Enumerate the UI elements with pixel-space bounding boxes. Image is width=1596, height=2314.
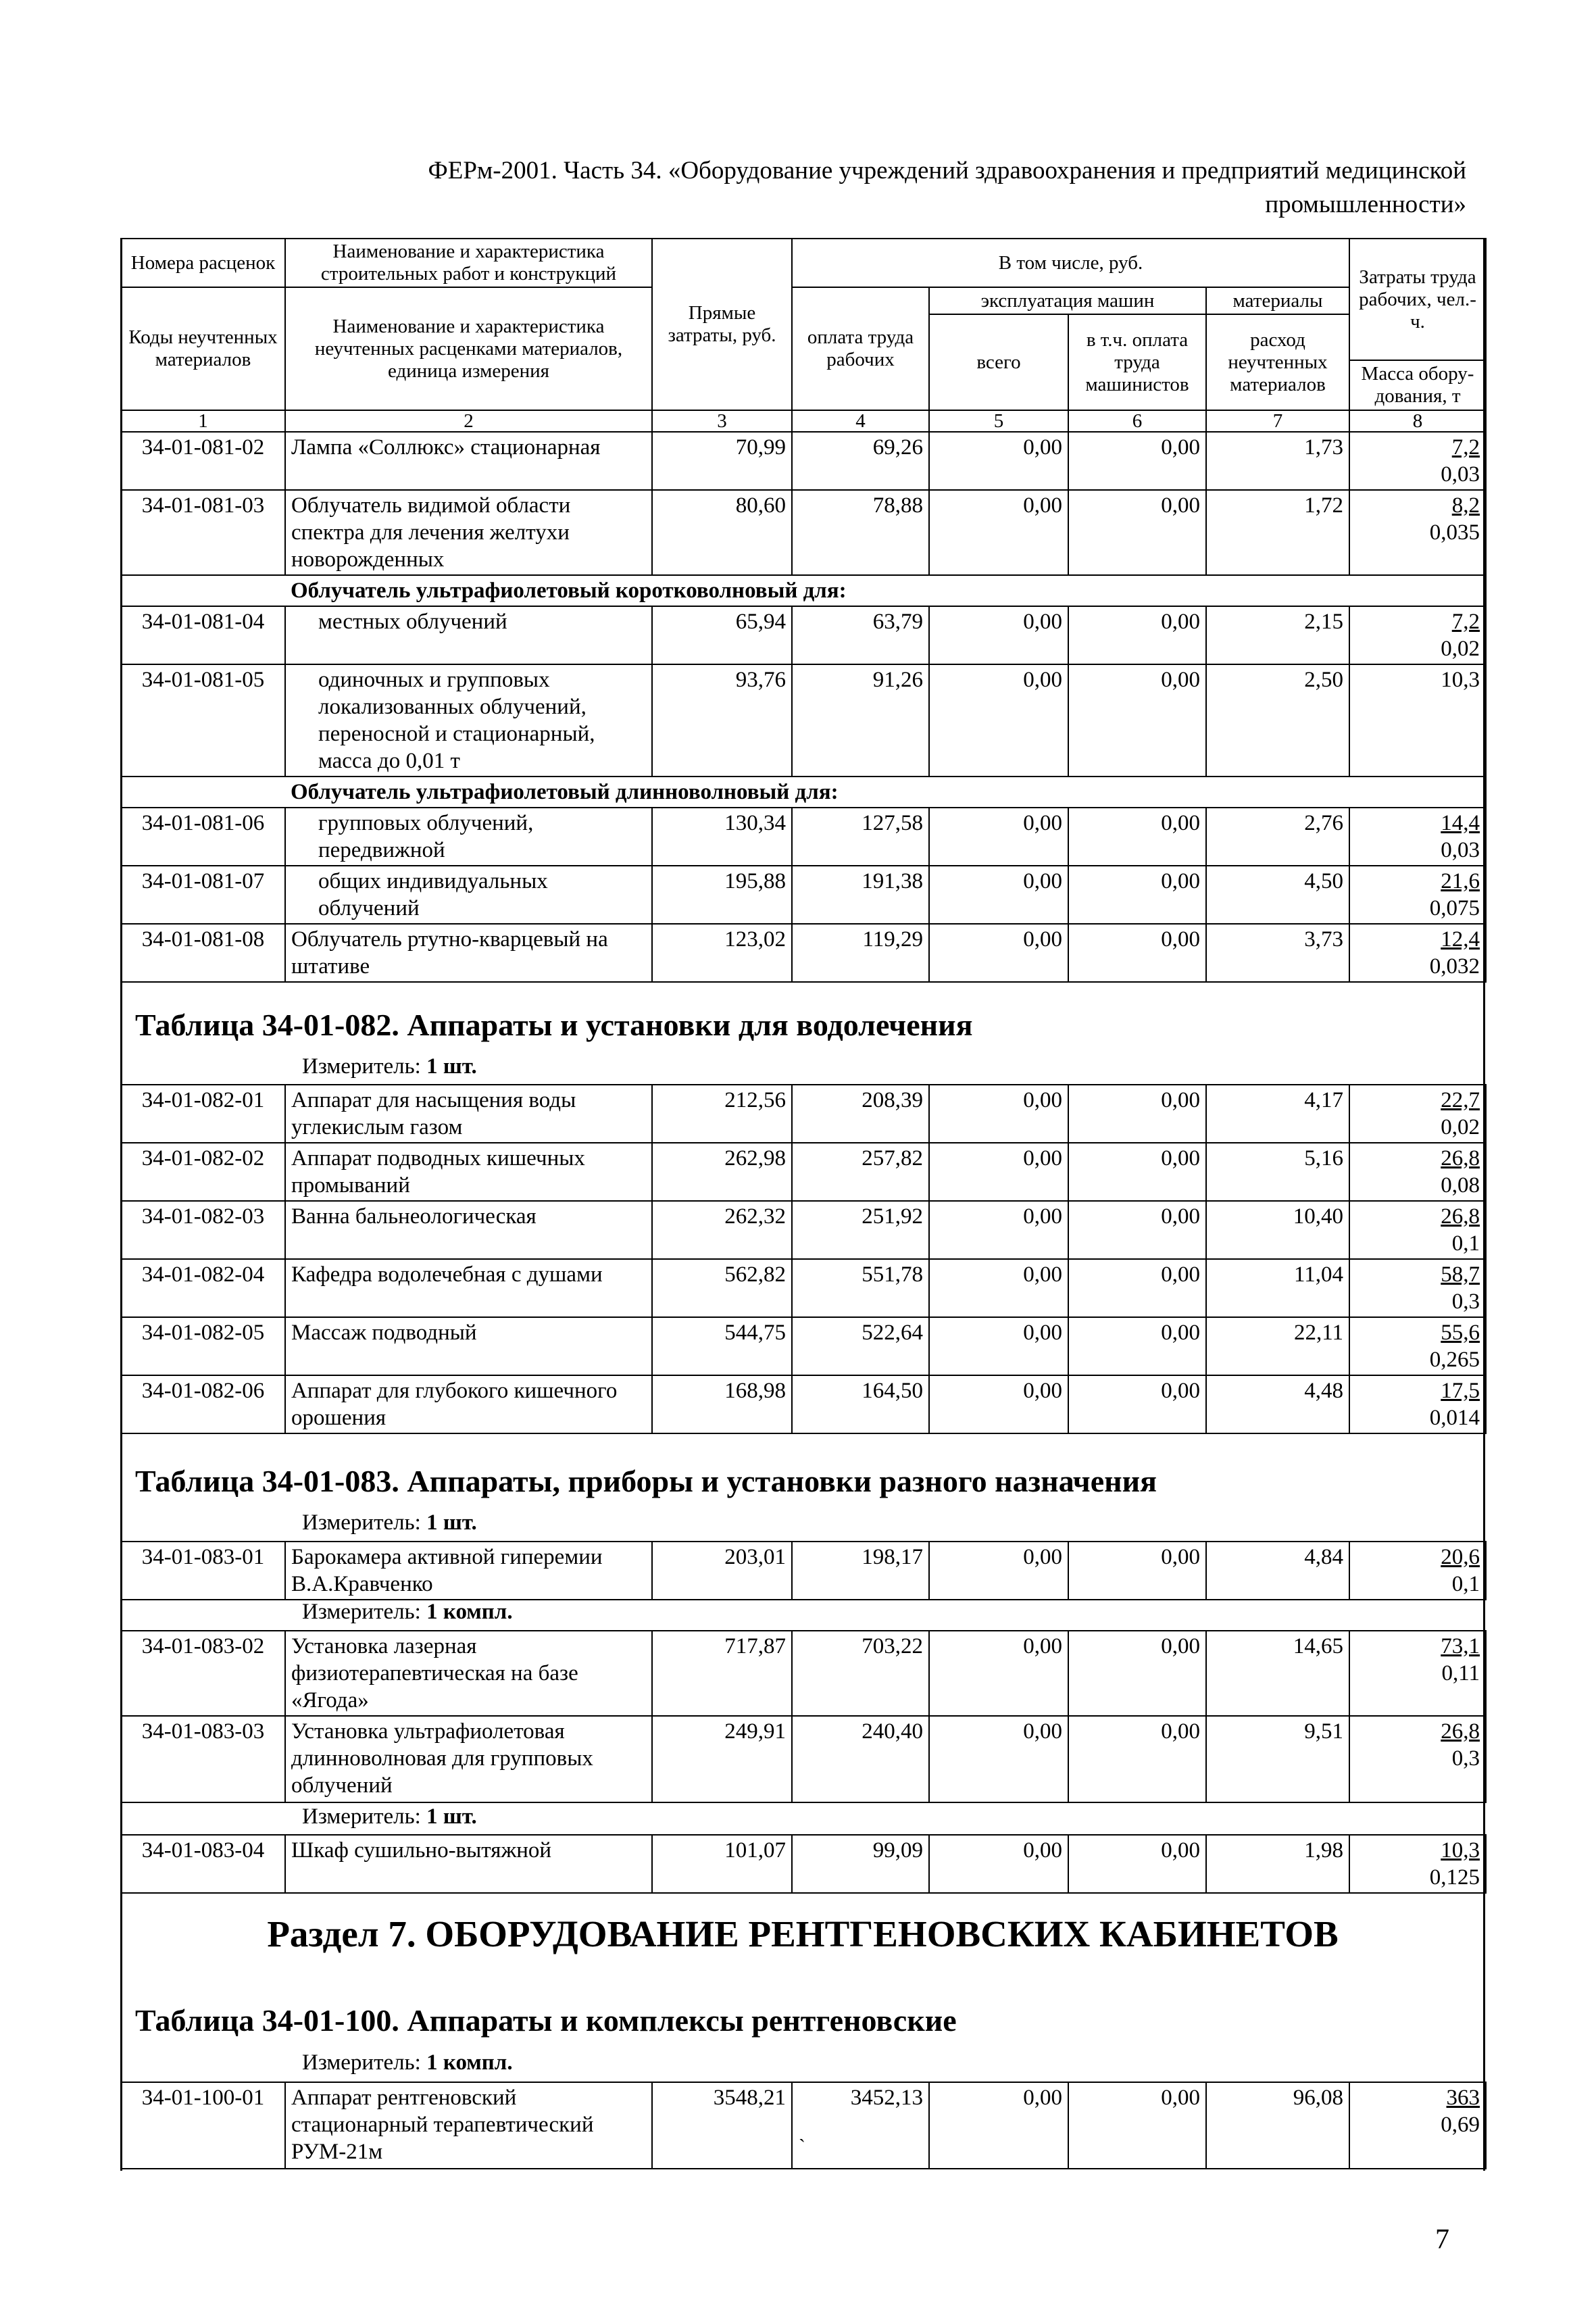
- direct-cost: 101,07: [652, 1835, 792, 1893]
- labor-cost: 208,39: [792, 1085, 929, 1143]
- operator-cost: 0,00: [1068, 432, 1206, 490]
- col3-header: Прямые затраты, руб.: [652, 239, 792, 410]
- machine-cost: 0,00: [929, 2082, 1068, 2169]
- col-number: 3: [652, 410, 792, 432]
- rate-name: одиночных и групповых локализованных облучений, переносной и стационарный, масса до 0,01 т: [318, 668, 595, 773]
- operator-cost: 0,00: [1068, 1085, 1206, 1143]
- material-cost: 1,72: [1206, 490, 1349, 575]
- equipment-mass: 0,11: [1441, 1661, 1480, 1685]
- pricing-table-082: [120, 1084, 1487, 1434]
- equipment-mass: 0,1: [1451, 1231, 1480, 1256]
- operator-cost: 0,00: [1068, 1631, 1206, 1716]
- rate-code: 34-01-082-04: [121, 1259, 285, 1317]
- material-cost: 14,65: [1206, 1631, 1349, 1716]
- pricing-table-083-part2: [120, 1630, 1487, 1803]
- operator-cost: 0,00: [1068, 1143, 1206, 1201]
- hours-mass-cell: [1349, 1317, 1486, 1375]
- operator-cost: 0,00: [1068, 1259, 1206, 1317]
- equipment-mass: 0,265: [1429, 1348, 1480, 1372]
- operator-cost: 0,00: [1068, 866, 1206, 924]
- labor-hours: 363: [1446, 2086, 1480, 2110]
- labor-cost: 63,79: [792, 606, 929, 664]
- rate-code: 34-01-083-02: [121, 1631, 285, 1716]
- machine-cost: 0,00: [929, 1375, 1068, 1433]
- labor-hours: 26,8: [1441, 1146, 1480, 1171]
- col1-header-a: Номера расценок: [121, 239, 285, 287]
- operator-cost: 0,00: [1068, 1835, 1206, 1893]
- labor-cost: 119,29: [792, 924, 929, 982]
- rate-name: Шкаф сушильно-вытяжной: [285, 1835, 652, 1893]
- rate-name: групповых облучений, передвижной: [318, 811, 534, 862]
- table-083-measure-2: [302, 1600, 513, 1625]
- labor-cost: 251,92: [792, 1201, 929, 1259]
- machine-cost: 0,00: [929, 1143, 1068, 1201]
- direct-cost: 212,56: [652, 1085, 792, 1143]
- operator-cost: 0,00: [1068, 664, 1206, 777]
- operator-cost: 0,00: [1068, 1317, 1206, 1375]
- machine-cost: 0,00: [929, 1201, 1068, 1259]
- equipment-mass: 0,125: [1429, 1865, 1480, 1890]
- measure-unit: 1 шт.: [426, 1054, 477, 1079]
- hours-mass-cell: [1349, 1631, 1486, 1716]
- rate-name: Лампа «Соллюкс» стационарная: [285, 432, 652, 490]
- direct-cost: 562,82: [652, 1259, 792, 1317]
- equipment-mass: 0,032: [1429, 954, 1480, 979]
- labor-cost: 69,26: [792, 432, 929, 490]
- table-row: [121, 1317, 1486, 1375]
- rate-name: Аппарат рентгеновский стационарный терапевтический РУМ-21м: [285, 2082, 652, 2169]
- table-082-title: Таблица 34-01-082. Аппараты и установки для водолечения: [135, 1008, 973, 1042]
- stray-mark: ˏ: [799, 2120, 805, 2142]
- pricing-table-083-part3: [120, 1834, 1487, 1894]
- table-row: [121, 1143, 1486, 1201]
- rate-name: Аппарат для глубокого кишечного орошения: [285, 1375, 652, 1433]
- direct-cost: 262,32: [652, 1201, 792, 1259]
- hours-mass-cell: [1349, 1143, 1486, 1201]
- labor-cost: 3452,13: [792, 2082, 929, 2169]
- labor-hours: 58,7: [1441, 1262, 1480, 1287]
- operator-cost: 0,00: [1068, 2082, 1206, 2169]
- material-cost: 1,98: [1206, 1835, 1349, 1893]
- equipment-mass: 0,03: [1441, 838, 1480, 862]
- equipment-mass: 0,08: [1441, 1173, 1480, 1198]
- labor-hours: 10,3: [1441, 1838, 1480, 1863]
- labor-hours: 7,2: [1451, 610, 1480, 634]
- labor-hours: 26,8: [1441, 1204, 1480, 1229]
- machines-header: эксплуатация машин: [929, 287, 1206, 314]
- rate-code: 34-01-082-05: [121, 1317, 285, 1375]
- measure-unit: 1 шт.: [426, 1804, 477, 1829]
- labor-cost: 91,26: [792, 664, 929, 777]
- operator-cost: 0,00: [1068, 924, 1206, 982]
- table-row: [121, 1259, 1486, 1317]
- hours-mass-cell: [1349, 1835, 1486, 1893]
- equipment-mass: 0,014: [1429, 1406, 1480, 1430]
- direct-cost: 80,60: [652, 490, 792, 575]
- rate-name: Аппарат для насыщения воды углекислым газом: [285, 1085, 652, 1143]
- measure-unit: 1 компл.: [426, 2050, 513, 2075]
- labor-cost: 551,78: [792, 1259, 929, 1317]
- equipment-mass: 0,69: [1441, 2113, 1480, 2137]
- material-cost: 96,08: [1206, 2082, 1349, 2169]
- rate-code: 34-01-082-06: [121, 1375, 285, 1433]
- rate-code: 34-01-081-03: [121, 490, 285, 575]
- table-082-measure: [302, 1054, 477, 1079]
- table-row: [121, 1201, 1486, 1259]
- rate-code: 34-01-081-05: [121, 664, 285, 777]
- direct-cost: 93,76: [652, 664, 792, 777]
- material-cost: 4,48: [1206, 1375, 1349, 1433]
- rate-code: 34-01-082-02: [121, 1143, 285, 1201]
- operator-cost: 0,00: [1068, 1375, 1206, 1433]
- col2-header-a: Наименование и характеристика строительных работ и конструкций: [285, 239, 652, 287]
- equipment-mass: 0,3: [1451, 1746, 1480, 1771]
- table-row: [121, 1631, 1486, 1716]
- col-number: 8: [1349, 410, 1486, 432]
- rate-code: 34-01-081-02: [121, 432, 285, 490]
- table-082-block: [120, 1084, 1487, 1434]
- direct-cost: 70,99: [652, 432, 792, 490]
- material-cost: 3,73: [1206, 924, 1349, 982]
- labor-cost: 99,09: [792, 1835, 929, 1893]
- operator-cost: 0,00: [1068, 606, 1206, 664]
- measure-unit: 1 шт.: [426, 1510, 477, 1535]
- section-7-block: [120, 1913, 1485, 1967]
- table-083-block-2: [120, 1630, 1487, 1803]
- header-line-2: промышленности»: [1265, 191, 1466, 218]
- rate-code: 34-01-083-01: [121, 1542, 285, 1600]
- labor-hours: 55,6: [1441, 1321, 1480, 1345]
- col2-header-b: Наименование и характеристика неучтенных расценками материалов, единица измерения: [285, 287, 652, 410]
- rate-code: 34-01-083-04: [121, 1835, 285, 1893]
- hours-mass-cell: [1349, 1259, 1486, 1317]
- hours-mass-cell: [1349, 1542, 1486, 1600]
- page-number: 7: [1435, 2224, 1449, 2255]
- measure-unit: 1 компл.: [426, 1600, 513, 1624]
- rate-name: Ванна бальнеологическая: [285, 1201, 652, 1259]
- material-cost: 4,17: [1206, 1085, 1349, 1143]
- material-cost: 5,16: [1206, 1143, 1349, 1201]
- machine-cost: 0,00: [929, 432, 1068, 490]
- material-cost: 2,76: [1206, 808, 1349, 866]
- table-row: [121, 1716, 1486, 1802]
- hours-mass-cell: [1349, 1716, 1486, 1802]
- table-row: [121, 1542, 1486, 1600]
- rate-name: Кафедра водолечебная с душами: [285, 1259, 652, 1317]
- machine-cost: 0,00: [929, 1085, 1068, 1143]
- equipment-mass: 0,3: [1451, 1289, 1480, 1314]
- direct-cost: 544,75: [652, 1317, 792, 1375]
- direct-cost: 123,02: [652, 924, 792, 982]
- material-cost: 2,15: [1206, 606, 1349, 664]
- material-cost: 4,84: [1206, 1542, 1349, 1600]
- direct-cost: 3548,21: [652, 2082, 792, 2169]
- operator-cost: 0,00: [1068, 1716, 1206, 1802]
- machine-cost: 0,00: [929, 664, 1068, 777]
- direct-cost: 168,98: [652, 1375, 792, 1433]
- col8-header-a: Затраты труда рабочих, чел.-ч.: [1349, 239, 1486, 360]
- rate-name: Массаж подводный: [285, 1317, 652, 1375]
- equipment-mass: 0,02: [1441, 637, 1480, 661]
- incl-header: В том числе, руб.: [792, 239, 1349, 287]
- rate-name: общих индивидуальных облучений: [318, 869, 548, 920]
- labor-hours: 10,3: [1441, 668, 1480, 692]
- material-cost: 4,50: [1206, 866, 1349, 924]
- machine-cost: 0,00: [929, 1259, 1068, 1317]
- labor-hours: 21,6: [1441, 869, 1480, 893]
- rate-code: 34-01-083-03: [121, 1716, 285, 1802]
- operator-cost: 0,00: [1068, 808, 1206, 866]
- measure-label: Измеритель:: [302, 1804, 421, 1829]
- col6-header: в т.ч. оплата труда машинистов: [1068, 314, 1206, 410]
- measure-label: Измеритель:: [302, 1054, 421, 1079]
- pricing-table-083-part1: [120, 1541, 1487, 1600]
- materials-header: материалы: [1206, 287, 1349, 314]
- operator-cost: 0,00: [1068, 1201, 1206, 1259]
- rate-name: Установка лазерная физиотерапевтическая на базе «Ягода»: [285, 1631, 652, 1716]
- material-cost: 22,11: [1206, 1317, 1349, 1375]
- table-row: [121, 1085, 1486, 1143]
- labor-hours: 73,1: [1441, 1634, 1480, 1658]
- machine-cost: 0,00: [929, 1317, 1068, 1375]
- material-cost: 1,73: [1206, 432, 1349, 490]
- rate-name: Аппарат подводных кишечных промываний: [285, 1143, 652, 1201]
- col-number: 5: [929, 410, 1068, 432]
- labor-hours: 8,2: [1451, 493, 1480, 518]
- rate-code: 34-01-081-06: [121, 808, 285, 866]
- col8-header-b: Масса обору-дования, т: [1349, 360, 1486, 410]
- labor-hours: 22,7: [1441, 1088, 1480, 1112]
- direct-cost: 262,98: [652, 1143, 792, 1201]
- machine-cost: 0,00: [929, 490, 1068, 575]
- labor-hours: 12,4: [1441, 927, 1480, 952]
- labor-hours: 20,6: [1441, 1545, 1480, 1569]
- table-083-measure-1: [302, 1510, 477, 1535]
- col-number: 1: [121, 410, 285, 432]
- hours-mass-cell: [1349, 2082, 1486, 2169]
- material-cost: 2,50: [1206, 664, 1349, 777]
- material-cost: 10,40: [1206, 1201, 1349, 1259]
- table-083-measure-3: [302, 1804, 477, 1829]
- direct-cost: 249,91: [652, 1716, 792, 1802]
- hours-mass-cell: [1349, 1085, 1486, 1143]
- measure-label: Измеритель:: [302, 1600, 421, 1624]
- hours-mass-cell: [1349, 1375, 1486, 1433]
- labor-cost: 78,88: [792, 490, 929, 575]
- labor-hours: 14,4: [1441, 811, 1480, 835]
- rate-name: Облучатель ртутно-кварцевый на штативе: [285, 924, 652, 982]
- table-083-block-3: [120, 1834, 1487, 1894]
- machine-cost: 0,00: [929, 808, 1068, 866]
- machine-cost: 0,00: [929, 1716, 1068, 1802]
- rate-name: Установка ультрафиолетовая длинноволновая для групповых облучений: [285, 1716, 652, 1802]
- rate-code: 34-01-082-01: [121, 1085, 285, 1143]
- col-number: 4: [792, 410, 929, 432]
- machine-cost: 0,00: [929, 924, 1068, 982]
- col1-header-b: Коды неучтенных материалов: [121, 287, 285, 410]
- direct-cost: 195,88: [652, 866, 792, 924]
- measure-label: Измеритель:: [302, 2050, 421, 2075]
- machine-cost: 0,00: [929, 866, 1068, 924]
- col-number: 2: [285, 410, 652, 432]
- operator-cost: 0,00: [1068, 490, 1206, 575]
- running-header: [318, 154, 1466, 222]
- direct-cost: 130,34: [652, 808, 792, 866]
- section-title: Раздел 7. ОБОРУДОВАНИЕ РЕНТГЕНОВСКИХ КАБИНЕТОВ: [267, 1913, 1339, 1954]
- labor-cost: 703,22: [792, 1631, 929, 1716]
- direct-cost: 717,87: [652, 1631, 792, 1716]
- operator-cost: 0,00: [1068, 1542, 1206, 1600]
- direct-cost: 65,94: [652, 606, 792, 664]
- col4-header: оплата труда рабочих: [792, 287, 929, 410]
- labor-hours: 7,2: [1451, 435, 1480, 460]
- direct-cost: 203,01: [652, 1542, 792, 1600]
- table-083-title: Таблица 34-01-083. Аппараты, приборы и установки разного назначения: [135, 1464, 1157, 1498]
- equipment-mass: 0,035: [1429, 520, 1480, 545]
- labor-cost: 522,64: [792, 1317, 929, 1375]
- labor-cost: 191,38: [792, 866, 929, 924]
- labor-cost: 198,17: [792, 1542, 929, 1600]
- table-100-measure: [302, 2050, 513, 2075]
- table-row: [121, 1835, 1486, 1893]
- table-083-block-1: [120, 1541, 1487, 1600]
- col7-header: расход неучтенных материалов: [1206, 314, 1349, 410]
- machine-cost: 0,00: [929, 1835, 1068, 1893]
- rate-code: 34-01-081-07: [121, 866, 285, 924]
- machine-cost: 0,00: [929, 1542, 1068, 1600]
- rate-name: местных облучений: [318, 610, 507, 634]
- material-cost: 9,51: [1206, 1716, 1349, 1802]
- machine-cost: 0,00: [929, 606, 1068, 664]
- equipment-mass: 0,075: [1429, 896, 1480, 920]
- labor-hours: 17,5: [1441, 1379, 1480, 1403]
- rate-code: 34-01-082-03: [121, 1201, 285, 1259]
- header-line-1: ФЕРм-2001. Часть 34. «Оборудование учреждений здравоохранения и предприятий медицинской: [428, 157, 1466, 184]
- rate-name: Облучатель видимой области спектра для лечения желтухи новорожденных: [285, 490, 652, 575]
- table-100-title: Таблица 34-01-100. Аппараты и комплексы рентгеновские: [135, 2003, 957, 2038]
- group-heading: Облучатель ультрафиолетовый коротковолновый для:: [121, 575, 1486, 606]
- material-cost: 11,04: [1206, 1259, 1349, 1317]
- equipment-mass: 0,1: [1451, 1572, 1480, 1596]
- machine-cost: 0,00: [929, 1631, 1068, 1716]
- col-number: 6: [1068, 410, 1206, 432]
- equipment-mass: 0,03: [1441, 462, 1480, 487]
- hours-mass-cell: [1349, 1201, 1486, 1259]
- labor-cost: 257,82: [792, 1143, 929, 1201]
- labor-hours: 26,8: [1441, 1719, 1480, 1744]
- col5-header: всего: [929, 314, 1068, 410]
- labor-cost: 240,40: [792, 1716, 929, 1802]
- rate-name: Барокамера активной гиперемии В.А.Кравченко: [285, 1542, 652, 1600]
- group-heading: Облучатель ультрафиолетовый длинноволновый для:: [121, 777, 1486, 808]
- measure-label: Измеритель:: [302, 1510, 421, 1535]
- rate-code: 34-01-081-04: [121, 606, 285, 664]
- table-row: [121, 1375, 1486, 1433]
- rate-code: 34-01-081-08: [121, 924, 285, 982]
- labor-cost: 164,50: [792, 1375, 929, 1433]
- equipment-mass: 0,02: [1441, 1115, 1480, 1139]
- col-number: 7: [1206, 410, 1349, 432]
- labor-cost: 127,58: [792, 808, 929, 866]
- rate-code: 34-01-100-01: [121, 2082, 285, 2169]
